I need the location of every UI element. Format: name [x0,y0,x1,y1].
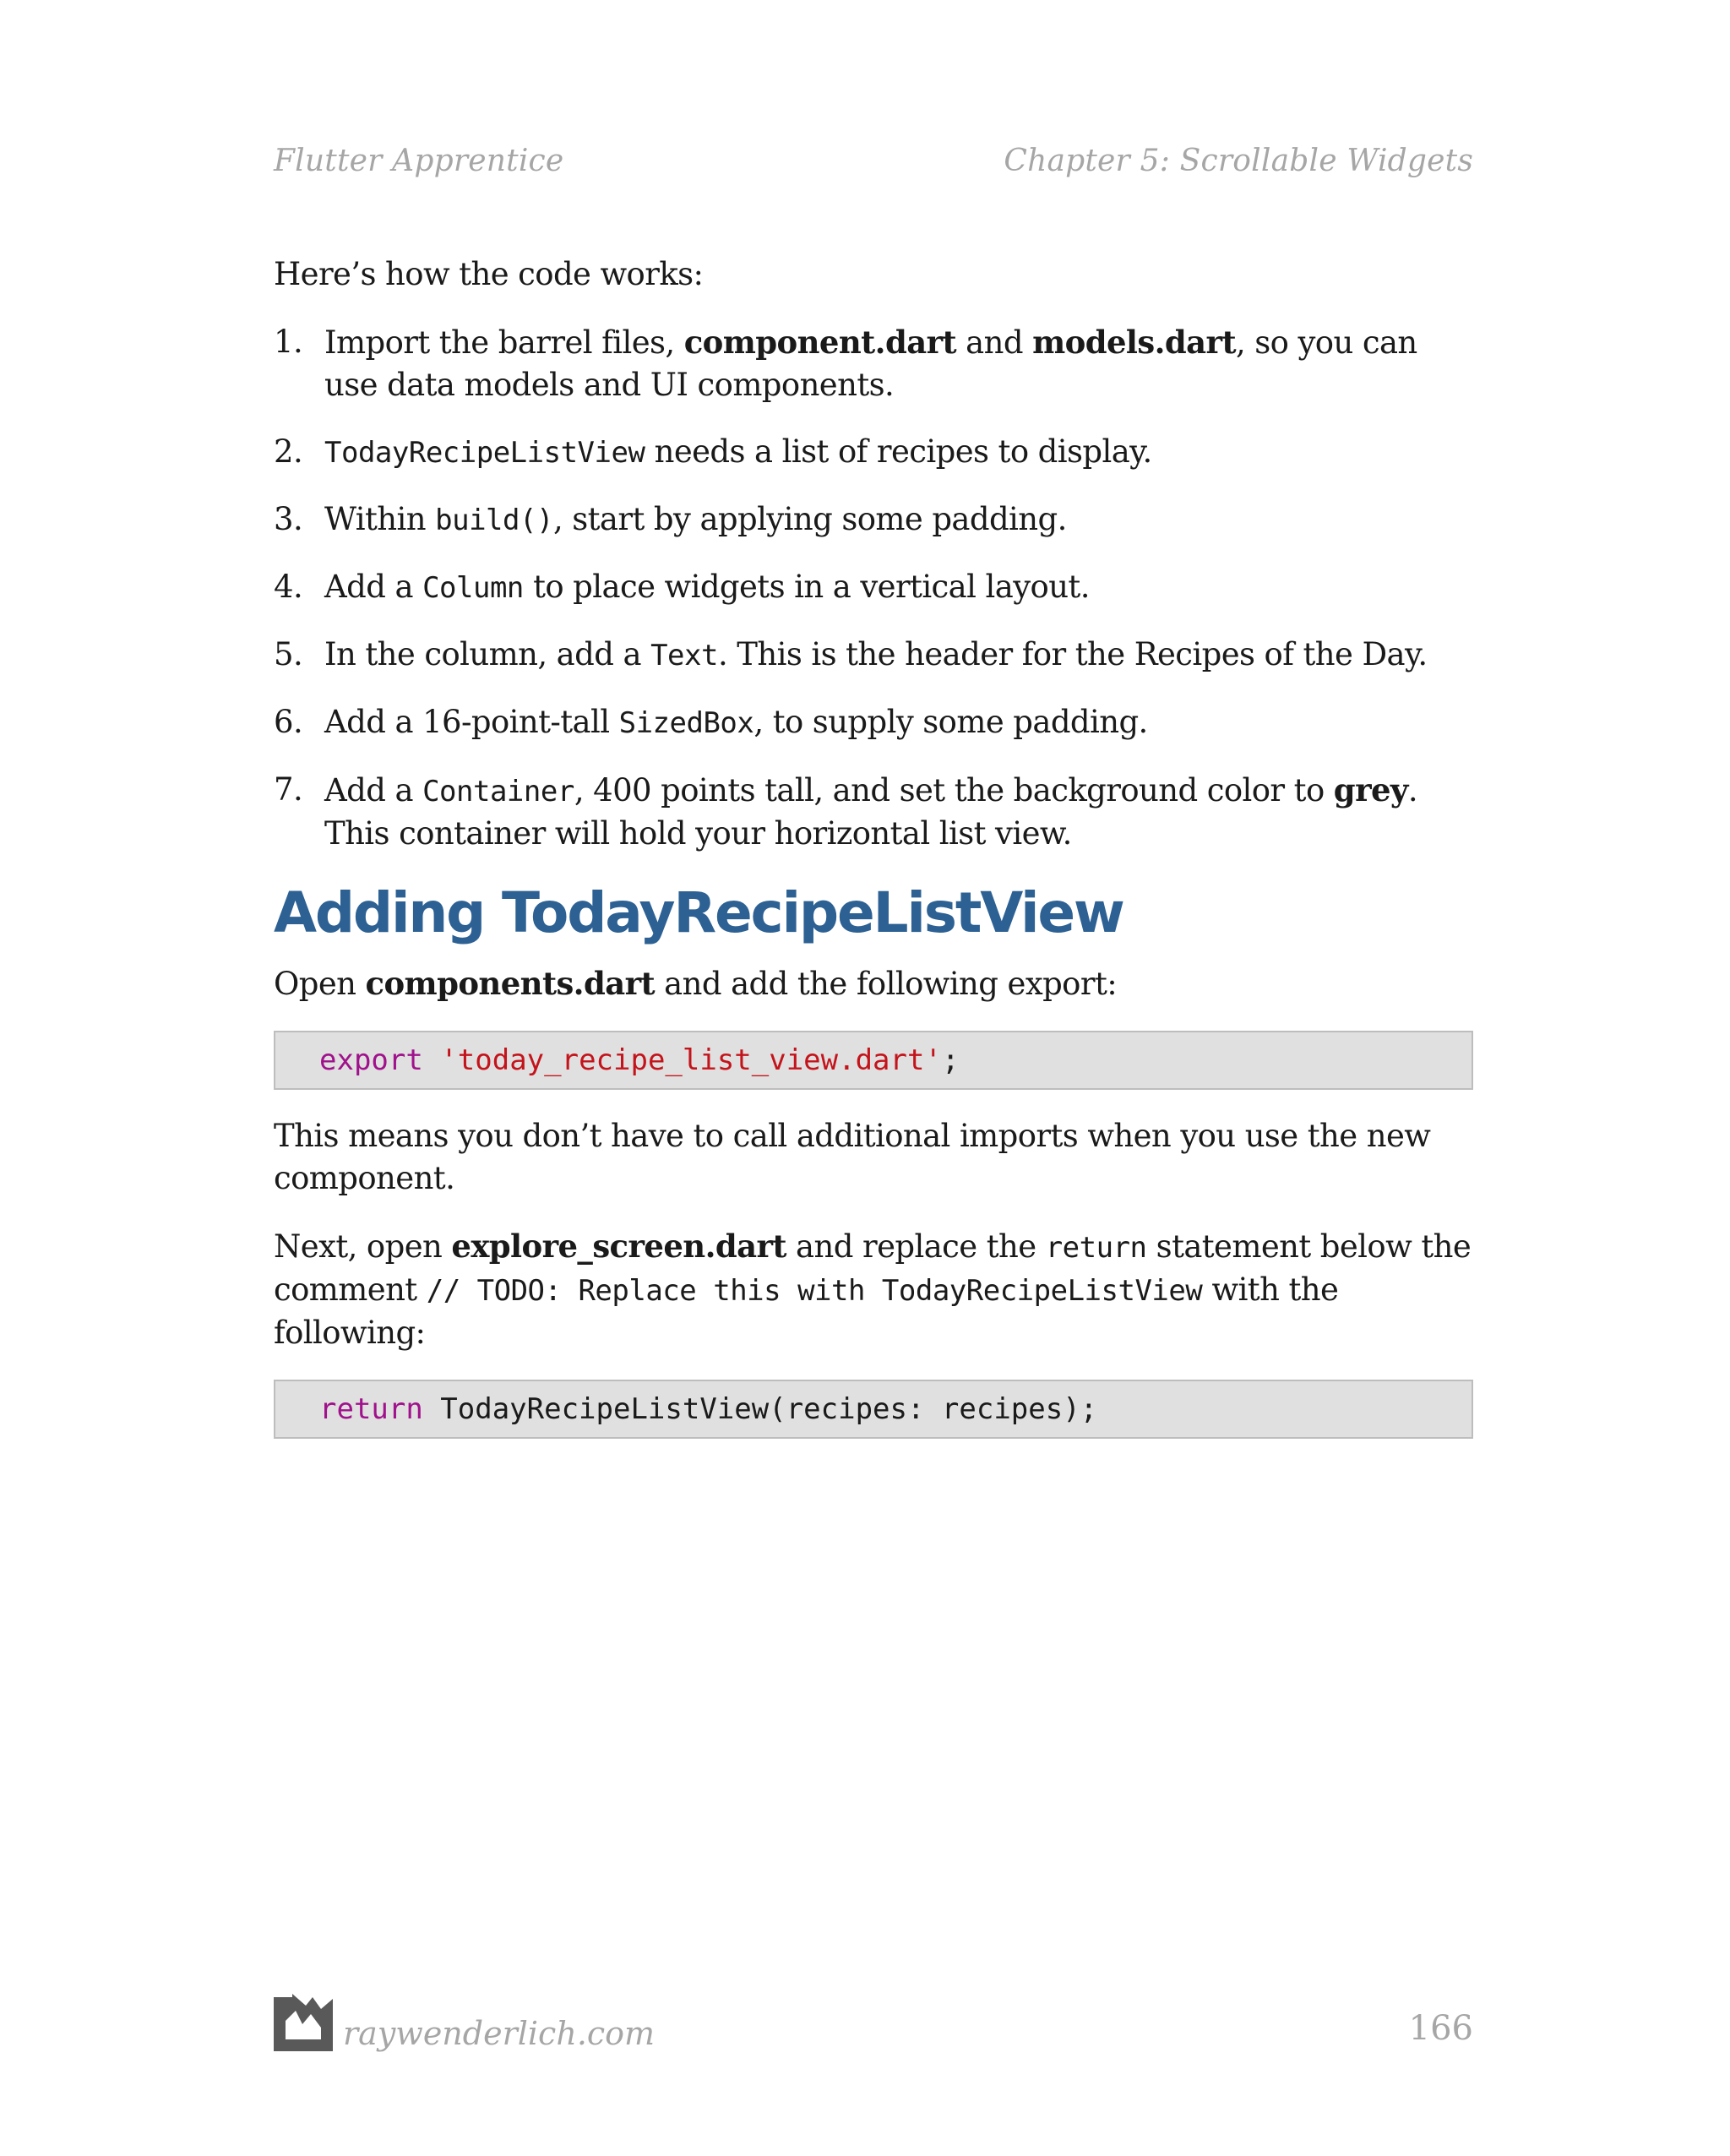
list-item-number: 3. [274,501,303,537]
intro-paragraph: Here’s how the code works: [274,256,704,292]
text: , to supply some padding. [753,704,1148,740]
list-item [274,498,1473,542]
text: Add a 16-point-tall [324,704,619,740]
code-block-return [274,1380,1473,1439]
list-item-number: 7. [274,771,303,808]
text: . This container will hold your horizontal list view. [324,772,1417,852]
text: and replace the [786,1228,1046,1265]
inline-code: // TODO: Replace this with TodayRecipeListView [426,1274,1203,1308]
inline-code: Column [422,571,524,605]
text: and add the following export: [655,966,1118,1002]
text: and [955,324,1033,361]
inline-code: Text [650,639,718,672]
text: In the column, add a [324,636,651,672]
inline-code: build() [435,504,553,537]
list-item-number: 2. [274,433,303,470]
steps-list [274,321,1473,855]
bold-text: grey [1333,771,1408,808]
code-text: ; [941,1043,960,1077]
text: with the following: [274,1271,1339,1351]
page-content [274,253,1473,1464]
bold-text: explore_screen.dart [451,1228,786,1265]
code-keyword: return [319,1392,423,1426]
inline-code: SizedBox [618,706,754,740]
inline-code: TodayRecipeListView [324,436,645,470]
list-item-number: 6. [274,704,303,740]
imports-paragraph: This means you don’t have to call additional imports when you use the new component. [274,1118,1431,1196]
bold-text: models.dart [1032,324,1236,361]
list-item [274,566,1473,609]
list-item-number: 1. [274,324,303,360]
text: , start by applying some padding. [552,501,1067,537]
inline-code: return [1045,1231,1147,1265]
code-string: 'today_recipe_list_view.dart' [440,1043,942,1077]
list-item-number: 4. [274,569,303,605]
text: to place widgets in a vertical layout. [523,569,1090,605]
list-item [274,769,1473,855]
text: Open [274,966,366,1002]
open-components-paragraph [274,962,1473,1005]
code-text: TodayRecipeListView(recipes: recipes); [422,1392,1098,1426]
text: , 400 points tall, and set the background color to [574,772,1334,808]
list-item-number: 5. [274,636,303,672]
bold-text: component.dart [683,324,956,361]
text: Within [324,501,436,537]
text: needs a list of recipes to display. [645,433,1152,470]
book-title: Flutter Apprentice [274,144,564,178]
code-block-export [274,1031,1473,1090]
page-number: 166 [1408,2009,1473,2048]
section-heading: Adding TodayRecipeListView [274,880,1123,945]
chapter-title: Chapter 5: Scrollable Widgets [1004,144,1473,178]
text: Add a [324,569,423,605]
text: Import the barrel files, [324,324,684,361]
list-item [274,431,1473,474]
list-item [274,321,1473,406]
code-keyword: export [319,1043,423,1077]
text: Add a [324,772,423,808]
raywenderlich-logo-icon [274,1994,333,2051]
explore-screen-paragraph [274,1225,1473,1354]
bold-text: components.dart [365,965,655,1002]
text: . This is the header for the Recipes of the Day. [717,636,1428,672]
list-item [274,701,1473,744]
text: , so you can use data models and UI components. [324,324,1417,403]
text: Next, open [274,1228,452,1265]
inline-code: Container [422,775,574,808]
footer-site: raywenderlich.com [343,2015,656,2052]
list-item [274,634,1473,677]
text: statement below the comment [274,1228,1472,1308]
